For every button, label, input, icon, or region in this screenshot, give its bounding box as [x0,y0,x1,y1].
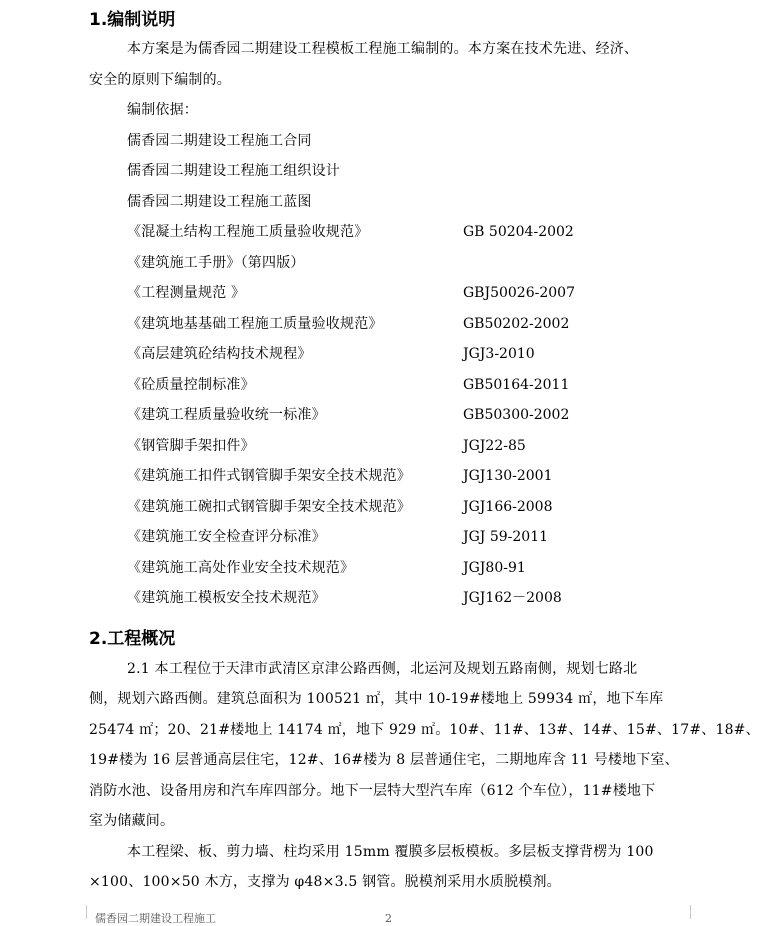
paragraph-line: 本工程梁、板、剪力墙、柱均采用 15mm 覆膜多层板模板。多层板支撑背楞为 100 [127,844,654,860]
margin-corner-mark [66,905,87,919]
standard-name: 《建筑地基基础工程施工质量验收规范》 [127,316,383,332]
standard-name: 《钢管脚手架扣件》 [127,438,255,454]
basis-item: 儒香园二期建设工程施工组织设计 [127,163,340,179]
paragraph-line: 消防水池、设备用房和汽车库四部分。地下一层特大型汽车库（612 个车位），11#楼地下 [89,783,656,799]
paragraph-line: 侧，规划六路西侧。建筑总面积为 100521 ㎡，其中 10-19#楼地上 59934 ㎡，地下车库 [89,691,664,707]
standard-code: GBJ50026-2007 [463,285,575,301]
section-1-heading: 1.编制说明 [89,10,176,30]
paragraph-line: 25474 ㎡；20、21#楼地上 14174 ㎡，地下 929 ㎡。10#、11#、13#、14#、15#、17#、18#、 [89,722,760,738]
margin-corner-mark [690,905,711,919]
section-2-heading: 2.工程概况 [89,629,176,649]
paragraph-line: 19#楼为 16 层普通高层住宅，12#、16#楼为 8 层普通住宅，二期地库含 11 号楼地下室、 [89,752,679,768]
standard-code: GB50202-2002 [463,316,570,332]
paragraph-line: 2.1 本工程位于天津市武清区京津公路西侧，北运河及规划五路南侧，规划七路北 [127,661,638,677]
intro-line-2: 安全的原则下编制的。 [89,72,231,88]
standard-name: 《建筑施工模板安全技术规范》 [127,590,326,606]
standard-code: GB50300-2002 [463,407,570,423]
standard-name: 《砼质量控制标准》 [127,377,255,393]
standard-code: JGJ166-2008 [463,499,553,515]
standard-code: JGJ 59-2011 [463,529,549,545]
standard-name: 《高层建筑砼结构技术规程》 [127,346,312,362]
standard-name: 《建筑施工扣件式钢管脚手架安全技术规范》 [127,468,411,484]
paragraph-line: ×100、100×50 木方，支撑为 φ48×3.5 钢管。脱模剂采用水质脱模剂。 [89,874,561,890]
footer-text: 儒香园二期建设工程施工 [95,912,216,925]
standard-code: JGJ162－2008 [463,590,562,606]
standard-code: JGJ3-2010 [463,346,535,362]
standard-name: 《建筑施工碗扣式钢管脚手架安全技术规范》 [127,499,411,515]
standard-code: GB50164-2011 [463,377,570,393]
standard-name: 《建筑工程质量验收统一标准》 [127,407,326,423]
standard-code: JGJ130-2001 [463,468,553,484]
standard-code: JGJ22-85 [463,438,526,454]
basis-item: 儒香园二期建设工程施工蓝图 [127,194,312,210]
intro-line-1: 本方案是为儒香园二期建设工程模板工程施工编制的。本方案在技术先进、经济、 [127,41,639,57]
standard-code: GB 50204-2002 [463,224,574,240]
footer-page-number: 2 [385,912,392,925]
standard-name: 《混凝土结构工程施工质量验收规范》 [127,224,369,240]
standard-name: 《建筑施工安全检查评分标准》 [127,529,326,545]
standard-name: 《工程测量规范 》 [127,285,246,301]
basis-item: 儒香园二期建设工程施工合同 [127,133,312,149]
standard-name: 《建筑施工高处作业安全技术规范》 [127,560,355,576]
paragraph-line: 室为储藏间。 [89,813,175,829]
basis-label: 编制依据： [127,102,198,118]
standard-code: JGJ80-91 [463,560,526,576]
standard-name: 《建筑施工手册》（第四版） [127,255,305,271]
